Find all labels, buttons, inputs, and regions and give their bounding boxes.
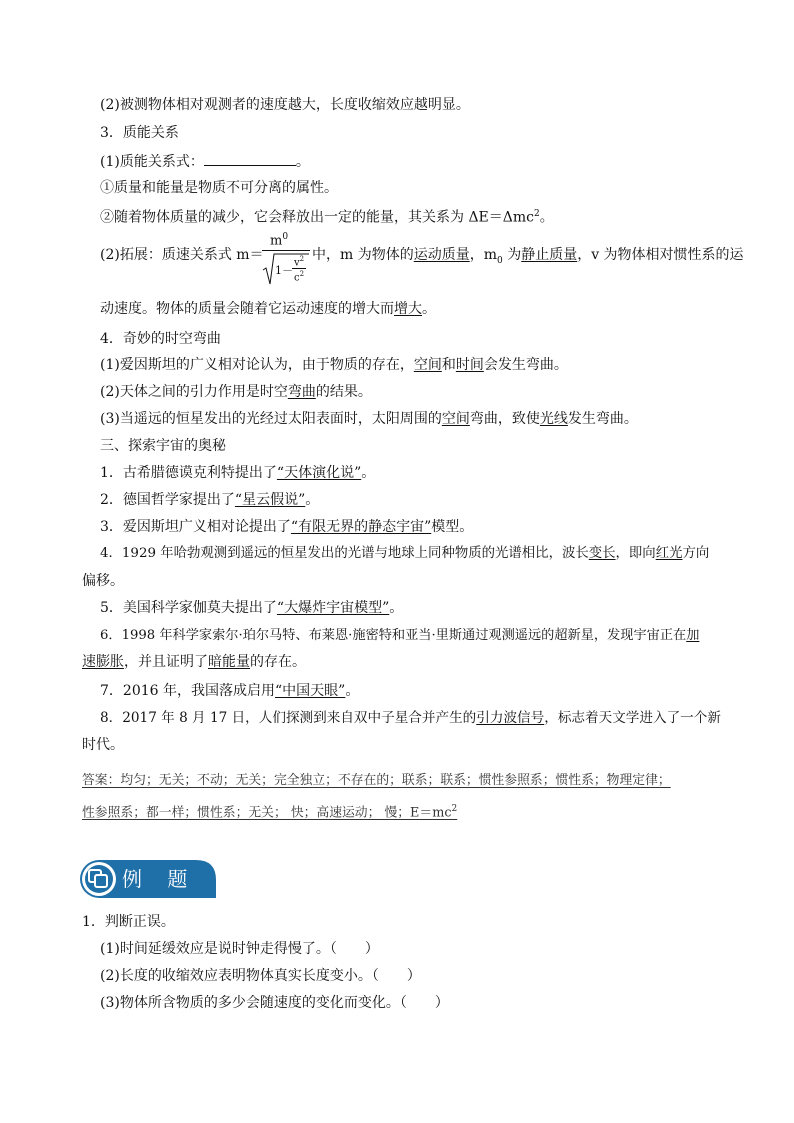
mass-velocity-fraction	[262, 230, 310, 286]
question-item: (1)时间延缓效应是说时钟走得慢了。（ ）	[100, 941, 379, 957]
point-1: ①质量和能量是物质不可分离的属性。	[100, 180, 338, 196]
list-item-continued: 时代。	[82, 737, 124, 753]
text: 性参照系；都一样；惯性系；无关； 快；高速运动； 慢；E＝mc	[82, 805, 452, 821]
text: 。	[345, 683, 360, 699]
period: 。	[295, 154, 310, 170]
text: 5．美国科学家伽莫夫提出了	[100, 600, 277, 616]
text: 6．1998 年科学家索尔·珀尔马特、布莱恩·施密特和亚当·里斯通过观测遥远的超新星，发现宇宙正在	[100, 628, 687, 643]
list-item	[100, 681, 359, 701]
period: 。	[539, 209, 554, 226]
answer: 暗能量	[208, 654, 250, 670]
text: 和	[441, 357, 456, 373]
answer-light: 光线	[539, 411, 568, 427]
text: (2)拓展：质速关系式 m＝	[100, 247, 264, 263]
example-banner	[78, 858, 218, 900]
list-item	[100, 463, 375, 483]
list-item	[100, 490, 319, 510]
text: (3)当遥远的恒星发出的光经过太阳表面时，太阳周围的	[100, 411, 442, 427]
point-gr	[100, 355, 568, 375]
point-2	[100, 204, 554, 228]
point-gravity	[100, 382, 372, 402]
banner-label: 例 题	[122, 867, 188, 891]
text: 8．2017 年 8 月 17 日，人们探测到来自双中子星合并产生的	[100, 710, 477, 726]
paragraph-mass-velocity-rest	[312, 245, 744, 271]
text: 会发生弯曲。	[483, 357, 568, 373]
sqrt-content: 1－	[275, 264, 293, 277]
answer: “有限无界的静态宇宙”	[290, 519, 432, 535]
text: 。	[389, 600, 404, 616]
c-exp: 2	[299, 270, 305, 279]
paragraph-mass-velocity-line2	[100, 299, 436, 319]
exponent: 2	[451, 804, 458, 814]
text: 2．德国哲学家提出了	[100, 492, 235, 508]
point-light-bending	[100, 409, 638, 429]
answer: “天体演化说”	[276, 465, 362, 481]
answer: “大爆炸宇宙模型”	[276, 600, 390, 616]
text: 中，m 为物体的	[312, 247, 414, 263]
exponent: 2	[534, 209, 540, 219]
section-title-universe: 三、探索宇宙的奥秘	[100, 438, 226, 454]
paragraph-length-contraction: (2)被测物体相对观测者的速度越大，长度收缩效应越明显。	[100, 97, 470, 113]
v: v	[293, 257, 300, 269]
answer-curvature: 弯曲	[287, 384, 316, 400]
period: 。	[422, 301, 436, 317]
answer-space: 空间	[441, 411, 470, 427]
list-item	[100, 626, 699, 646]
text: 模型。	[431, 519, 474, 535]
answers-line-1: 答案：均匀；无关；不动；无关；完全独立；不存在的；联系；联系；惯性参照系；惯性系；物理定律；	[82, 773, 671, 788]
paragraph-mass-velocity	[100, 245, 264, 265]
point-2-text: ②随着物体质量的减少，它会释放出一定的能量，其关系为 ΔE＝Δmc	[100, 209, 535, 226]
sub-zero: 0	[282, 232, 289, 242]
list-item-continued: 偏移。	[82, 573, 124, 589]
text: 4．1929 年哈勃观测到遥远的恒星发出的光谱与地球上同种物质的光谱相比，波长	[100, 546, 589, 561]
text: 。	[361, 465, 376, 481]
heading-spacetime-curvature: 4．奇妙的时空弯曲	[100, 331, 221, 347]
stacked-pages-icon	[88, 869, 110, 889]
answer: 红光	[655, 546, 683, 561]
answer-time: 时间	[455, 357, 484, 373]
answer: “星云假说”	[234, 492, 306, 508]
answer-space: 空间	[413, 357, 442, 373]
formula-label: (1)质能关系式：	[100, 154, 204, 170]
v-exp: 2	[299, 255, 305, 263]
text: 弯曲，致使	[469, 411, 540, 427]
answer: 变长	[588, 546, 616, 561]
answer: 加	[686, 628, 700, 643]
question-item: (2)长度的收缩效应表明物体真实长度变小。（ ）	[100, 968, 421, 984]
text: 动速度。物体的质量会随着它运动速度的增大而	[100, 301, 394, 317]
list-item-continued	[82, 652, 306, 672]
text: 为	[502, 247, 522, 263]
answer-rest-mass: 静止质量	[521, 247, 578, 263]
list-item	[100, 517, 473, 537]
answer-increase: 增大	[394, 301, 422, 317]
text: 。	[305, 492, 320, 508]
answer: 速膨胀	[82, 654, 124, 670]
text: ，即向	[615, 546, 656, 561]
text: 1．古希腊德谟克利特提出了	[100, 465, 277, 481]
text: ，标志着天文学进入了一个新	[544, 710, 721, 726]
list-item	[100, 598, 403, 618]
text: 7．2016 年，我国落成启用	[100, 683, 275, 699]
list-item	[100, 708, 721, 728]
text: ，m	[469, 247, 498, 263]
text: 3．爱因斯坦广义相对论提出了	[100, 519, 291, 535]
text: ，并且证明了	[124, 654, 208, 670]
text: (2)天体之间的引力作用是时空	[100, 384, 288, 400]
text: ，v 为物体相对惯性系的运	[577, 247, 744, 263]
inner-fraction	[292, 254, 306, 284]
question-title: 1．判断正误。	[82, 914, 175, 930]
c: c	[293, 272, 300, 284]
list-item	[100, 544, 709, 564]
fill-blank	[204, 151, 296, 166]
heading-mass-energy: 3．质能关系	[100, 125, 179, 141]
answer-moving-mass: 运动质量	[413, 247, 470, 263]
paragraph-mass-energy-formula	[100, 151, 310, 172]
text: 的结果。	[315, 384, 372, 400]
text: (1)爱因斯坦的广义相对论认为，由于物质的存在，	[100, 357, 414, 373]
subscript: 0	[497, 255, 503, 266]
fraction-bar	[262, 250, 310, 251]
answer: 引力波信号	[476, 710, 545, 726]
text: 方向	[682, 546, 710, 561]
text: 发生弯曲。	[567, 411, 638, 427]
answers-line-2	[82, 799, 457, 823]
fraction-numerator	[270, 230, 288, 248]
text: 的存在。	[250, 654, 306, 670]
answer: “中国天眼”	[275, 683, 346, 699]
question-item: (3)物体所含物质的多少会随速度的变化而变化。（ ）	[100, 995, 449, 1011]
m: m	[270, 233, 283, 249]
